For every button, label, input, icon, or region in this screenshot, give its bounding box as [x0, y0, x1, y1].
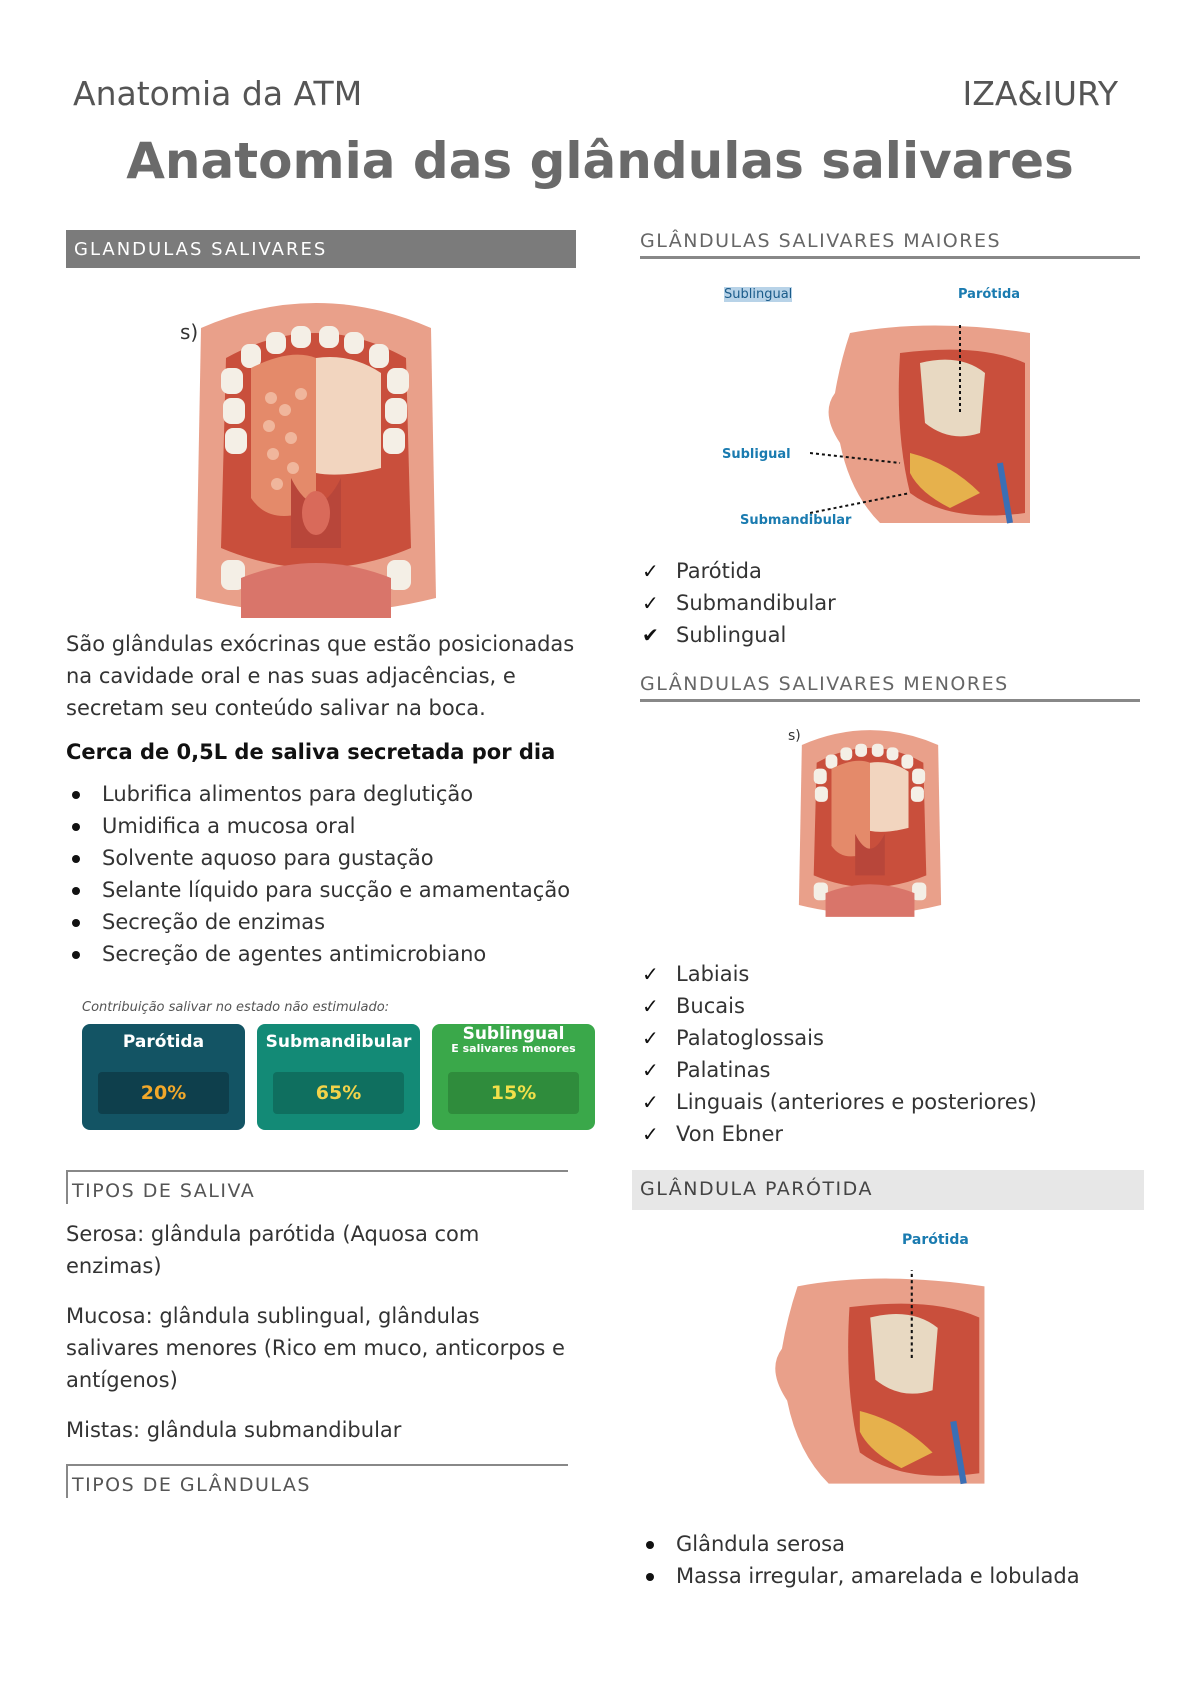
header-right: IZA&IURY	[962, 74, 1118, 113]
list-item: Secreção de agentes antimicrobiano	[66, 938, 576, 970]
list-item	[640, 1022, 1140, 1054]
list-item	[640, 619, 1140, 651]
contribution-percent: 15%	[448, 1072, 579, 1114]
check-icon: ✓	[642, 1122, 659, 1146]
check-icon: ✓	[642, 591, 659, 615]
section-glandulas-salivares: GLANDULAS SALIVARES	[66, 230, 576, 268]
minor-glands-figure	[640, 712, 1140, 942]
parotid-illustration	[756, 1270, 1026, 1500]
list-item	[640, 1118, 1140, 1150]
section-glandulas-maiores: GLÂNDULAS SALIVARES MAIORES	[640, 230, 1140, 259]
list-item-label: Labiais	[676, 962, 750, 986]
parotid-figure	[640, 1230, 1140, 1510]
oral-cavity-illustration	[181, 298, 451, 618]
section-tipos-de-saliva: TIPOS DE SALIVA	[66, 1170, 568, 1204]
list-item-label: Bucais	[676, 994, 745, 1018]
contribution-label: Sublingual	[462, 1024, 565, 1044]
right-column	[640, 230, 1140, 1592]
header-left: Anatomia da ATM	[73, 74, 363, 113]
list-item: Selante líquido para sucção e amamentação	[66, 874, 576, 906]
contribution-label: Parótida	[122, 1032, 205, 1052]
list-item-label: Parótida	[676, 559, 762, 583]
contribution-panel	[66, 1000, 576, 1150]
list-item: Lubrifica alimentos para deglutição	[66, 778, 576, 810]
section-glandulas-menores: GLÂNDULAS SALIVARES MENORES	[640, 673, 1140, 702]
list-item	[640, 1086, 1140, 1118]
saliva-volume: Cerca de 0,5L de saliva secretada por dia	[66, 740, 556, 764]
major-glands-figure	[640, 269, 1140, 539]
list-item: Secreção de enzimas	[66, 906, 576, 938]
check-icon: ✓	[642, 994, 659, 1018]
contribution-box-sublingual	[432, 1024, 595, 1130]
parotid-list	[640, 1528, 1140, 1592]
check-icon: ✓	[642, 1058, 659, 1082]
figure-mark: s)	[788, 728, 801, 744]
label-parotida: Parótida	[902, 1232, 969, 1248]
label-submandibular: Submandibular	[740, 513, 852, 528]
label-sublingual-top: Sublingual	[724, 287, 793, 302]
minor-glands-list	[640, 958, 1140, 1150]
list-item-label: Von Ebner	[676, 1122, 784, 1146]
saliva-type-mucosa: Mucosa: glândula sublingual, glândulas salivares menores (Rico em muco, anticorpos e antígenos)	[66, 1304, 565, 1392]
label-subligual: Subligual	[722, 447, 791, 462]
check-icon: ✓	[642, 1090, 659, 1114]
list-item-label: Linguais (anteriores e posteriores)	[676, 1090, 1037, 1114]
saliva-type-mista: Mistas: glândula submandibular	[66, 1418, 402, 1442]
function-list	[66, 778, 576, 970]
head-dissection-illustration	[810, 323, 1070, 533]
contribution-sublabel: E salivares menores	[451, 1042, 576, 1055]
list-item	[640, 1054, 1140, 1086]
list-item: Glândula serosa	[640, 1528, 1140, 1560]
list-item-label: Palatinas	[676, 1058, 771, 1082]
list-item	[640, 587, 1140, 619]
section-tipos-de-glandulas: TIPOS DE GLÂNDULAS	[66, 1464, 568, 1498]
check-icon: ✔	[642, 623, 659, 647]
list-item: Massa irregular, amarelada e lobulada	[640, 1560, 1140, 1592]
list-item-label: Palatoglossais	[676, 1026, 824, 1050]
contribution-percent: 20%	[98, 1072, 229, 1114]
contribution-label: Submandibular	[265, 1032, 412, 1052]
left-column	[66, 230, 576, 1498]
check-icon: ✓	[642, 1026, 659, 1050]
check-icon: ✓	[642, 962, 659, 986]
oral-cavity-illustration-small	[790, 712, 950, 932]
contribution-box-submandibular	[257, 1024, 420, 1130]
list-item-label: Submandibular	[676, 591, 836, 615]
page-title: Anatomia das glândulas salivares	[126, 132, 1074, 190]
list-item: Solvente aquoso para gustação	[66, 842, 576, 874]
section-glandula-parotida: GLÂNDULA PARÓTIDA	[632, 1170, 1144, 1210]
list-item	[640, 990, 1140, 1022]
oral-cavity-figure	[66, 298, 576, 618]
list-item	[640, 958, 1140, 990]
contribution-percent: 65%	[273, 1072, 404, 1114]
intro-paragraph: São glândulas exócrinas que estão posicionadas na cavidade oral e nas suas adjacências, e secretam seu conteúdo salivar na boca.	[66, 632, 575, 720]
major-glands-list	[640, 555, 1140, 651]
figure-mark: s)	[180, 320, 199, 344]
check-icon: ✓	[642, 559, 659, 583]
label-parotida: Parótida	[958, 287, 1021, 302]
contribution-box-parotida	[82, 1024, 245, 1130]
list-item-label: Sublingual	[676, 623, 787, 647]
contribution-caption: Contribuição salivar no estado não estimulado:	[82, 1000, 390, 1015]
list-item: Umidifica a mucosa oral	[66, 810, 576, 842]
list-item	[640, 555, 1140, 587]
saliva-type-serosa: Serosa: glândula parótida (Aquosa com enzimas)	[66, 1222, 480, 1278]
